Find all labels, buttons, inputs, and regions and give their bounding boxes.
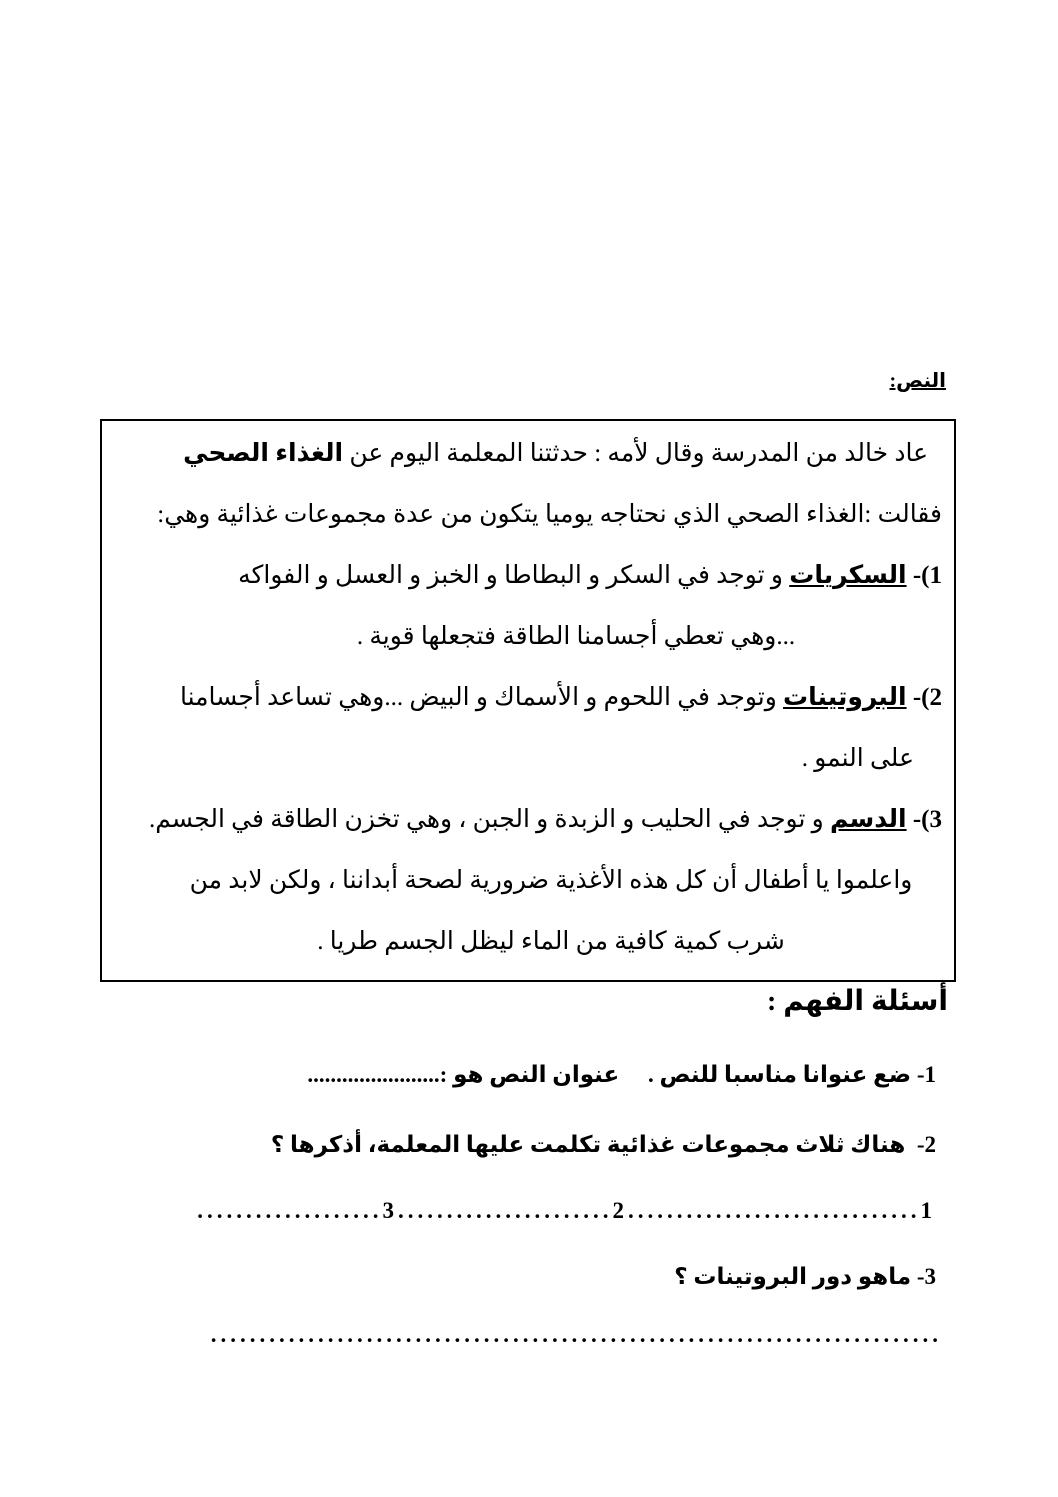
questions-heading: أسئلة الفهم :	[766, 986, 948, 1017]
intro-line-2: فقالت :الغذاء الصحي الذي نحتاجه يوميا يتكون من عدة مجموعات غذائية وهي:	[157, 501, 942, 528]
question-1: 1- ضع عنوانا مناسبا للنص . عنوان النص هو :.......................	[307, 1062, 936, 1087]
food-group-2	[110, 667, 942, 728]
food-group-3-text: و توجد في الحليب و الزبدة و الجبن ، وهي تخزن الطاقة في الجسم.	[149, 806, 830, 833]
food-group-1-keyword: السكريات	[789, 562, 907, 589]
question-2-answer-blanks: 1..............................2......................3...................	[197, 1198, 936, 1223]
question-3-answer-blank: ...........................................................................	[210, 1322, 942, 1347]
closing-paragraph	[160, 850, 942, 972]
intro-line-1-topic: الغذاء الصحي	[183, 440, 344, 467]
intro-line-1-text: عاد خالد من المدرسة وقال لأمه : حدثتنا المعلمة اليوم عن	[343, 440, 928, 467]
food-group-1-continuation: ...وهي تعطي أجسامنا الطاقة فتجعلها قوية .	[356, 623, 796, 650]
food-group-3	[110, 789, 942, 850]
food-group-1-number: 1)-	[906, 562, 942, 589]
section-label: النص:	[889, 370, 946, 392]
food-group-2-keyword: البروتينات	[783, 684, 907, 711]
reading-text-box	[100, 419, 956, 982]
intro-line-1	[110, 423, 942, 484]
food-group-3-number: 3)-	[906, 806, 942, 833]
food-group-2-text: وتوجد في اللحوم و الأسماك و البيض ...وهي تساعد أجسامنا	[179, 684, 784, 711]
food-group-1	[110, 545, 942, 606]
food-group-2-continuation: على النمو .	[801, 745, 914, 772]
question-2: 2- هناك ثلاث مجموعات غذائية تكلمت عليها المعلمة، أذكرها ؟	[270, 1132, 936, 1157]
food-group-2-number: 2)-	[906, 684, 942, 711]
closing-line-2: شرب كمية كافية من الماء ليظل الجسم طريا .	[317, 928, 785, 955]
food-group-1-text: و توجد في السكر و البطاطا و الخبز و العسل و الفواكه	[238, 562, 790, 589]
food-group-3-keyword: الدسم	[830, 806, 907, 833]
question-3: 3- ماهو دور البروتينات ؟	[674, 1264, 936, 1289]
closing-line-1: واعلموا يا أطفال أن كل هذه الأغذية ضرورية لصحة أبداننا ، ولكن لابد من	[189, 867, 913, 894]
